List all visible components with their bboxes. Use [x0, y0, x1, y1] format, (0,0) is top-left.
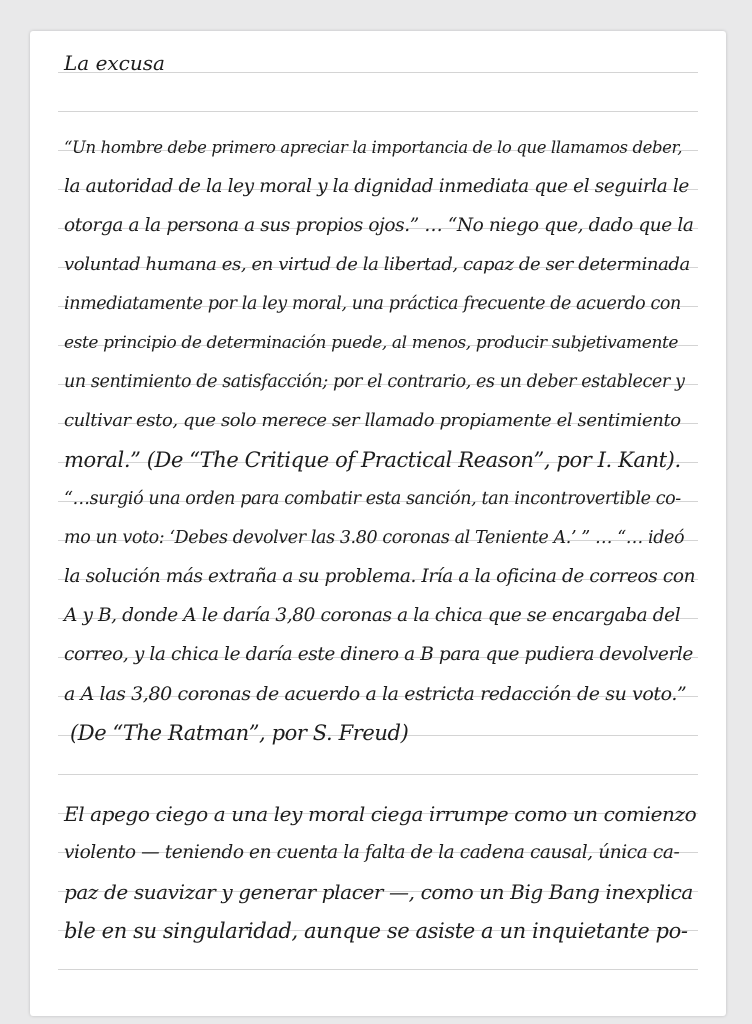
text-line: moral.” (De “The Critique of Practical Reason”, por I. Kant). [64, 448, 681, 472]
text-line: paz de suavizar y generar placer —, como un Big Bang inexplica [64, 880, 693, 904]
ruled-line [58, 111, 698, 112]
text-line: “Un hombre debe primero apreciar la importancia de lo que llamamos deber, [64, 138, 683, 157]
text-line: la autoridad de la ley moral y la dignidad inmediata que el seguirla le [64, 176, 689, 197]
text-line: otorga a la persona a sus propios ojos.” … “No niego que, dado que la [64, 215, 694, 236]
ruled-line [58, 969, 698, 970]
text-line: inmediatamente por la ley moral, una práctica frecuente de acuerdo con [64, 294, 681, 314]
text-line: “…surgió una orden para combatir esta sanción, tan incontrovertible co- [64, 489, 681, 509]
notebook-page [30, 31, 726, 1016]
text-line: violento — teniendo en cuenta la falta de la cadena causal, única ca- [64, 842, 680, 863]
text-line: ble en su singularidad, aunque se asiste a un inquietante po- [64, 919, 688, 943]
text-line: a A las 3,80 coronas de acuerdo a la estricta redacción de su voto.” [64, 683, 687, 705]
text-line: mo un voto: ‘Debes devolver las 3.80 coronas al Teniente A.’ ” … “… ideó [64, 528, 685, 548]
text-line: El apego ciego a una ley moral ciega irrumpe como un comienzo [64, 802, 697, 826]
text-line: cultivar esto, que solo merece ser llamado propiamente el sentimiento [64, 410, 681, 431]
document-title: La excusa [64, 51, 165, 75]
text-line: un sentimiento de satisfacción; por el contrario, es un deber establecer y [64, 372, 685, 392]
text-line: correo, y la chica le daría este dinero a B para que pudiera devolverle [64, 644, 693, 665]
text-line: A y B, donde A le daría 3,80 coronas a la chica que se encargaba del [64, 605, 681, 626]
text-line: la solución más extraña a su problema. Iría a la oficina de correos con [64, 566, 696, 587]
ruled-line [58, 774, 698, 775]
text-line: (De “The Ratman”, por S. Freud) [70, 721, 409, 745]
text-line: voluntad humana es, en virtud de la libertad, capaz de ser determinada [64, 254, 690, 275]
text-line: este principio de determinación puede, al menos, producir subjetivamente [64, 333, 679, 353]
